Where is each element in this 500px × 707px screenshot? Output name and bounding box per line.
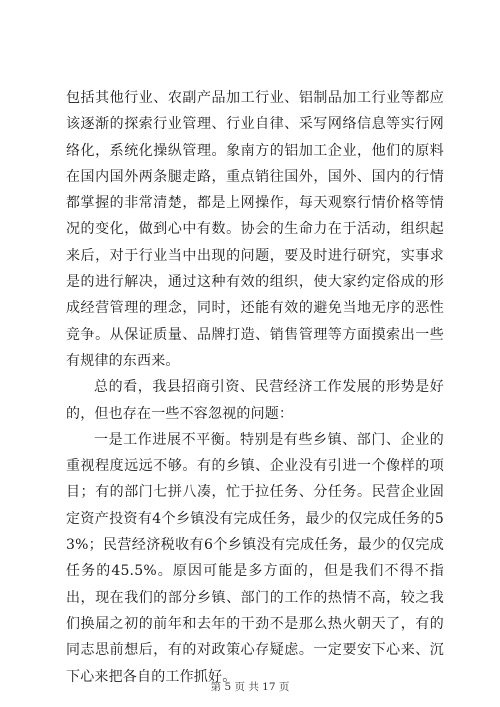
paragraph-industry-associations: 包括其他行业、农副产品加工行业、铝制品加工行业等都应该逐渐的探索行业管理、行业自律、采写网络信息等实行网络化，系统化操纵管理。象南方的铝加工企业，他们的原料在国内国外两条腿走路，重点销往国外，国外、国内的行情都掌握的非常清楚，都是上网操作，每天观察行情价格等情况的变化，做到心中有数。协会的生命力在于活动，组织起来后，对于行业当中出现的问题，要及时进行研究，实事求是的进行解决，通过这种有效的组织，使大家约定俗成的形成经营管理的理念，同时，还能有效的避免当地无序的恶性竞争。从保证质量、品牌打造、销售管理等方面摸索出一些有规律的东西来。	[66, 90, 444, 369]
page-footer: 第 5 页 共 17 页	[210, 681, 290, 693]
paragraph-uneven-progress: 一是工作进展不平衡。特别是有些乡镇、部门、企业的重视程度远远不够。有的乡镇、企业没有引进一个像样的项目；有的部门七拼八凑，忙于拉任务、分任务。民营企业固定资产投资有4个乡镇没有完成任务，最少的仅完成任务的53%；民营经济税收有6个乡镇没有完成任务，最少的仅完成任务的45.5%。原因可能是多方面的，但是我们不得不指出，现在我们的部分乡镇、部门的工作的热情不高，较之我们换届之初的前年和去年的干劲不是那么热火朝天了，有的同志思前想后，有的对政策心存疑虑。一定要安下心来、沉下心来把各自的工作抓好。	[66, 431, 444, 685]
paragraph-overall-situation: 总的看，我县招商引资、民营经济工作发展的形势是好的，但也存在一些不容忽视的问题：	[66, 379, 444, 422]
body-text	[66, 85, 444, 690]
